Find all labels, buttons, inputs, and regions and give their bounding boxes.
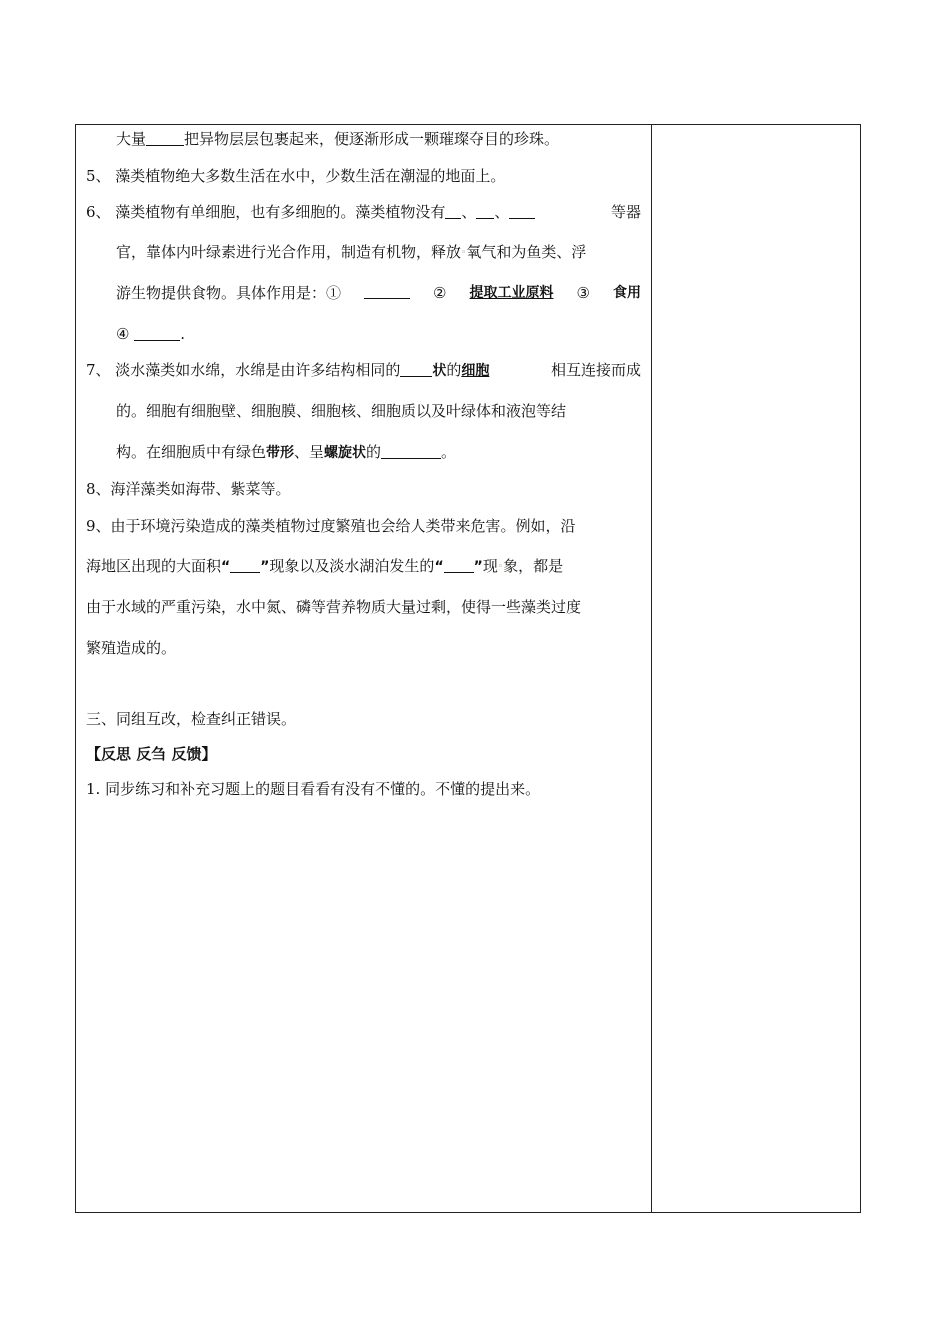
reflection-item-1: 1. 同步练习和补充习题上的题目看看有没有不懂的。不懂的提出来。 — [86, 780, 541, 798]
item-9-line-3: 由于水域的严重污染，水中氮、磷等营养物质大量过剩，使得一些藻类过度 — [86, 598, 582, 616]
stray-mark: ◦ — [461, 248, 467, 258]
answer-blank — [381, 443, 441, 459]
answer-blank — [445, 203, 461, 219]
answer-blank — [476, 203, 494, 219]
answer-blank — [230, 557, 260, 573]
reflection-heading: 【反思 反刍 反馈】 — [86, 745, 217, 763]
stray-mark: ◦ — [497, 562, 504, 572]
item-7-line-3: 构。在细胞质中有绿色带形、呈螺旋状的 。 — [116, 443, 457, 461]
worksheet-table — [75, 124, 861, 1213]
answer-blank — [146, 130, 184, 146]
answer-blank — [509, 203, 535, 219]
section-3: 三、同组互改，检查纠正错误。 — [86, 710, 297, 728]
item-9-line-1: 9、由于环境污染造成的藻类植物过度繁殖也会给人类带来危害。例如，沿 — [86, 517, 576, 535]
item-9-line-2: 海地区出现的大面积“ ”现象以及淡水湖泊发生的“ ”现◦象，都是 — [86, 557, 564, 575]
item-5: 5、 藻类植物绝大多数生活在水中，少数生活在潮湿的地面上。 — [86, 167, 506, 185]
item-8: 8、海洋藻类如海带、紫菜等。 — [86, 480, 291, 498]
item-6-line-4: ④ . — [116, 325, 186, 343]
item-6-line-2: 官，靠体内叶绿素进行光合作用，制造有机物，释放◦氧气和为鱼类、浮 — [116, 243, 587, 261]
continuation-line: 大量 把异物层层包裹起来，便逐渐形成一颗璀璨夺目的珍珠。 — [116, 130, 560, 148]
item-7-line-1: 7、 淡水藻类如水绵，水绵是由许多结构相同的 状的细胞 相互连接而成 — [86, 361, 641, 379]
answer-blank — [364, 283, 410, 299]
answer-blank — [134, 325, 180, 341]
answer-blank — [444, 557, 474, 573]
item-7-line-2: 的。细胞有细胞壁、细胞膜、细胞核、细胞质以及叶绿体和液泡等结 — [116, 402, 567, 420]
answer-blank — [400, 361, 432, 377]
item-6-line-1: 6、 藻类植物有单细胞，也有多细胞的。藻类植物没有 、 、 等器 — [86, 203, 641, 221]
item-9-line-4: 繁殖造成的。 — [86, 639, 177, 657]
item-6-line-3: 游生物提供食物。具体作用是：① ② 提取工业原料 ③ 食用 — [116, 284, 641, 302]
column-divider — [651, 125, 652, 1212]
